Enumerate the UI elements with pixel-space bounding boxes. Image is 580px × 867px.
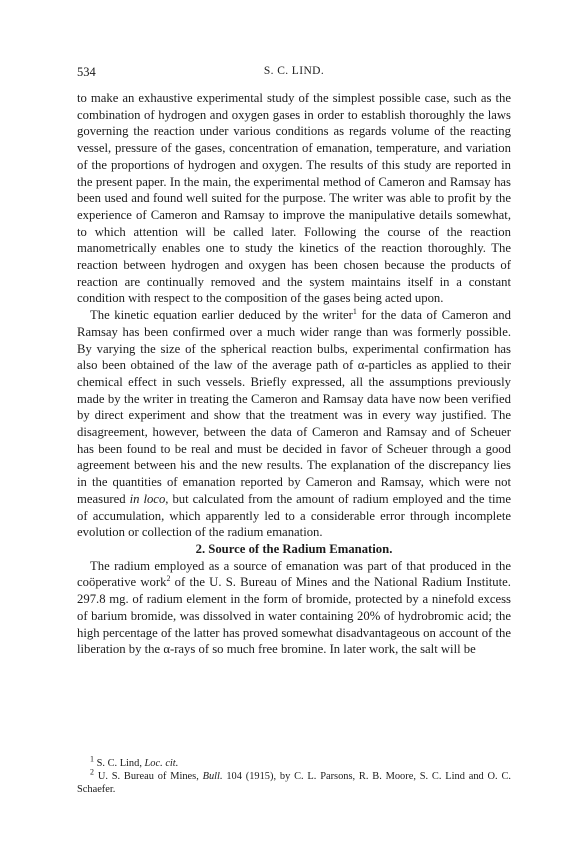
footnote-text: S. C. Lind, [94,758,145,769]
italic-phrase: in loco [129,491,166,506]
running-head-author: S. C. LIND. [263,65,325,77]
page-number: 534 [77,65,96,79]
paragraph-text: , but calculated from the amount of radium employed and the time of accumulation, which apparently led to a considerable error through incomplete evolution or collection of the radium emanation. [77,491,511,540]
footnote-mark: 1 [90,754,94,764]
footnote-mark: 2 [90,767,94,777]
footnote-italic: Loc. cit. [144,758,179,769]
footnote [77,754,511,770]
paragraph-text: for the data of Cameron and Ramsay has been confirmed over a much wider range than was formerly possible. By varying the size of the spherical reaction bulbs, experimental confirmation has also been obtained of the law of the average path of α-particles as applied to their chemical effect in such vessels. Briefly expressed, all the assumptions previously made by the writer in treating the Cameron and Ramsay data have now been verified by direct experiment and show that the treatment was in every way justified. The disagreement, however, between the data of Cameron and Ramsay and of Scheuer has been found to be real and must be decided in favor of Scheuer through a good agreement between his and the new results. The explanation of the discrepancy lies in the quantities of emanation reported by Cameron and Ramsay, which were not measured [77,308,511,506]
running-head [77,65,511,79]
paragraph [77,558,511,658]
footnote [77,767,511,796]
footnote-reference: 2 [166,574,171,584]
paragraph-text: The radium employed as a source of emanation was part of that produced in the coöperative work [77,558,511,590]
section-heading: 2. Source of the Radium Emanation. [195,541,393,556]
footnote-text: 104 (1915), by C. L. Parsons, R. B. Moore, S. C. Lind and O. C. Schaefer. [77,771,511,796]
footnote-text: U. S. Bureau of Mines, [94,771,203,783]
footnote-italic: Bull. [202,771,223,783]
paragraph-text: The kinetic equation earlier deduced by the writer [90,308,353,323]
body-text [77,90,511,658]
footnote-reference: 1 [352,306,357,316]
paragraph [77,307,511,541]
paragraph: to make an exhaustive experimental study of the simplest possible case, such as the combination of hydrogen and oxygen gases in order to establish thoroughly the laws governing the reaction under various conditions as regards volume of the reacting vessel, pressure of the gases, concentration of emanation, temperature, and variation of the proportions of hydrogen and oxygen. The results of this study are reported in the present paper. In the main, the experimental method of Cameron and Ramsay has been used and found well suited for the purpose. The writer was able to profit by the experience of Cameron and Ramsay to improve the manipulative details somewhat, to which attention will be called later. Following the course of the reaction manometrically enables one to study the kinetics of the reaction thoroughly. The reaction between hydrogen and oxygen has been chosen because the products of reaction are continually removed and the system maintains itself in a constant condition with respect to the composition of the gases being acted upon. [77,91,511,306]
paragraph-text: of the U. S. Bureau of Mines and the National Radium Institute. 297.8 mg. of radium element in the form of bromide, protected by a ninefold excess of barium bromide, was dissolved in water containing 20% of hydrobromic acid; the high percentage of the latter has proved somewhat disadvantageous on account of the liberation by the α-rays of so much free bromine. In later work, the salt will be [77,575,511,657]
footnotes [77,754,511,797]
